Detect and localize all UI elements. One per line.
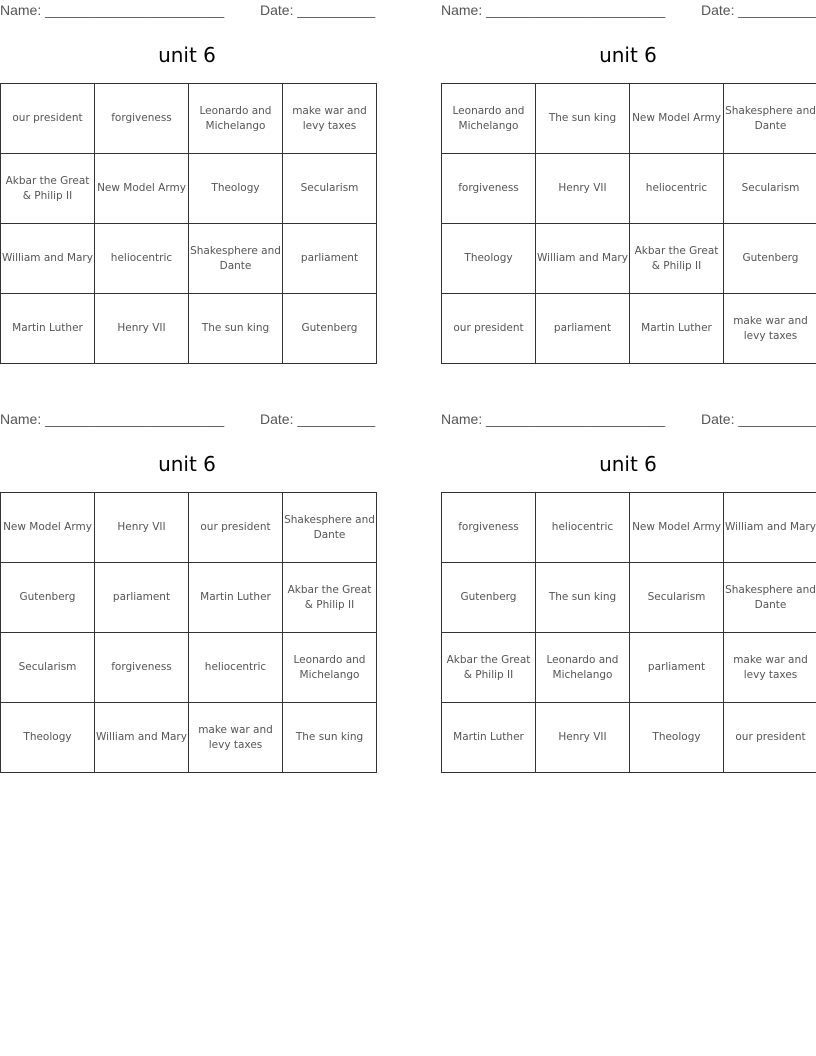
- grid-cell: Leonardo and Michelango: [283, 633, 377, 703]
- grid-cell: make war and levy taxes: [724, 633, 816, 703]
- grid-cell: heliocentric: [630, 154, 724, 224]
- bingo-grid: [0, 492, 377, 773]
- grid-row: [442, 154, 816, 224]
- grid-cell: Henry VII: [95, 294, 189, 364]
- grid-cell: Henry VII: [95, 493, 189, 563]
- bingo-grid: [441, 492, 816, 773]
- grid-cell: parliament: [283, 224, 377, 294]
- grid-cell: Henry VII: [536, 154, 630, 224]
- grid-row: [442, 224, 816, 294]
- card-title: unit 6: [599, 43, 657, 67]
- grid-cell: The sun king: [536, 84, 630, 154]
- grid-cell: Henry VII: [536, 703, 630, 773]
- grid-cell: our president: [724, 703, 816, 773]
- grid-cell: parliament: [95, 563, 189, 633]
- date-field-label: Date: __________: [260, 2, 376, 18]
- grid-row: [1, 493, 377, 563]
- grid-cell: our president: [1, 84, 95, 154]
- bingo-card: [0, 0, 376, 372]
- grid-cell: William and Mary: [724, 493, 816, 563]
- name-field-label: Name: _______________________: [441, 2, 666, 18]
- card-header: [0, 411, 376, 429]
- date-field-label: Date: __________: [260, 411, 376, 427]
- grid-cell: Theology: [1, 703, 95, 773]
- grid-row: [442, 633, 816, 703]
- grid-row: [442, 703, 816, 773]
- grid-cell: Martin Luther: [1, 294, 95, 364]
- grid-cell: Akbar the Great & Philip II: [630, 224, 724, 294]
- grid-cell: New Model Army: [630, 84, 724, 154]
- grid-row: [1, 563, 377, 633]
- grid-cell: New Model Army: [630, 493, 724, 563]
- grid-cell: Gutenberg: [283, 294, 377, 364]
- grid-row: [1, 84, 377, 154]
- grid-cell: Secularism: [283, 154, 377, 224]
- grid-row: [442, 84, 816, 154]
- grid-cell: Gutenberg: [442, 563, 536, 633]
- grid-cell: The sun king: [536, 563, 630, 633]
- grid-row: [1, 703, 377, 773]
- grid-cell: make war and levy taxes: [189, 703, 283, 773]
- grid-row: [1, 154, 377, 224]
- grid-cell: forgiveness: [95, 633, 189, 703]
- grid-cell: heliocentric: [536, 493, 630, 563]
- date-field-label: Date: __________: [701, 411, 816, 427]
- grid-cell: Leonardo and Michelango: [536, 633, 630, 703]
- grid-cell: Shakesphere and Dante: [283, 493, 377, 563]
- name-field-label: Name: _______________________: [0, 411, 225, 427]
- grid-cell: our president: [189, 493, 283, 563]
- grid-cell: Theology: [630, 703, 724, 773]
- grid-cell: Akbar the Great & Philip II: [442, 633, 536, 703]
- card-header: [441, 2, 816, 20]
- grid-cell: Akbar the Great & Philip II: [1, 154, 95, 224]
- grid-cell: Martin Luther: [630, 294, 724, 364]
- grid-cell: Shakesphere and Dante: [724, 84, 816, 154]
- grid-cell: Leonardo and Michelango: [189, 84, 283, 154]
- grid-cell: Shakesphere and Dante: [724, 563, 816, 633]
- card-title: unit 6: [158, 452, 216, 476]
- bingo-grid: [0, 83, 377, 364]
- grid-cell: Gutenberg: [724, 224, 816, 294]
- grid-row: [1, 224, 377, 294]
- grid-cell: Theology: [189, 154, 283, 224]
- grid-row: [1, 633, 377, 703]
- bingo-card: [0, 409, 376, 781]
- grid-cell: William and Mary: [95, 703, 189, 773]
- grid-cell: Martin Luther: [442, 703, 536, 773]
- grid-cell: Gutenberg: [1, 563, 95, 633]
- grid-row: [442, 294, 816, 364]
- grid-cell: Secularism: [1, 633, 95, 703]
- grid-cell: parliament: [536, 294, 630, 364]
- grid-cell: make war and levy taxes: [283, 84, 377, 154]
- grid-cell: The sun king: [189, 294, 283, 364]
- grid-cell: forgiveness: [95, 84, 189, 154]
- grid-cell: Shakesphere and Dante: [189, 224, 283, 294]
- grid-row: [1, 294, 377, 364]
- grid-cell: Secularism: [630, 563, 724, 633]
- bingo-grid: [441, 83, 816, 364]
- grid-cell: William and Mary: [1, 224, 95, 294]
- card-title: unit 6: [158, 43, 216, 67]
- bingo-card: [441, 409, 816, 781]
- grid-cell: heliocentric: [95, 224, 189, 294]
- grid-cell: The sun king: [283, 703, 377, 773]
- grid-cell: Theology: [442, 224, 536, 294]
- name-field-label: Name: _______________________: [0, 2, 225, 18]
- grid-cell: our president: [442, 294, 536, 364]
- grid-row: [442, 563, 816, 633]
- grid-cell: parliament: [630, 633, 724, 703]
- card-header: [0, 2, 376, 20]
- card-title: unit 6: [599, 452, 657, 476]
- grid-cell: make war and levy taxes: [724, 294, 816, 364]
- grid-cell: Secularism: [724, 154, 816, 224]
- grid-cell: Martin Luther: [189, 563, 283, 633]
- bingo-card: [441, 0, 816, 372]
- grid-row: [442, 493, 816, 563]
- date-field-label: Date: __________: [701, 2, 816, 18]
- grid-cell: forgiveness: [442, 493, 536, 563]
- card-header: [441, 411, 816, 429]
- grid-cell: heliocentric: [189, 633, 283, 703]
- name-field-label: Name: _______________________: [441, 411, 666, 427]
- grid-cell: Leonardo and Michelango: [442, 84, 536, 154]
- grid-cell: William and Mary: [536, 224, 630, 294]
- grid-cell: forgiveness: [442, 154, 536, 224]
- grid-cell: New Model Army: [1, 493, 95, 563]
- grid-cell: New Model Army: [95, 154, 189, 224]
- grid-cell: Akbar the Great & Philip II: [283, 563, 377, 633]
